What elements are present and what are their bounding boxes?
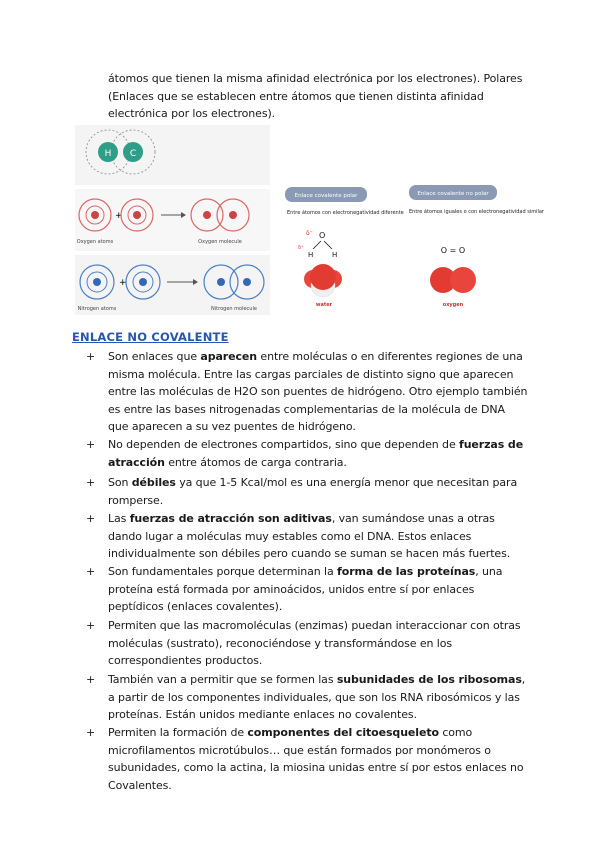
label-oxygen-atoms: Oxygen atoms <box>76 239 114 245</box>
water-h2: H <box>332 251 338 259</box>
list-item: Permiten que las macromoléculas (enzimas) puedan interaccionar con otras moléculas (sustrato), reconociéndose y transformándose en los correspondientes productos. <box>108 619 521 668</box>
bullet-marker: + <box>86 476 96 489</box>
polar-title: Enlace covalente polar <box>294 193 358 199</box>
delta-neg: δ⁻ <box>306 230 313 237</box>
delta-pos: δ⁺ <box>298 245 304 251</box>
atom-label-h: H <box>104 149 112 159</box>
list-item: No dependen de electrones compartidos, sino que dependen de fuerzas de atracción entre átomos de carga contraria. <box>108 438 524 469</box>
nonpolar-caption-line: Entre átomos iguales o con electronegatividad similar <box>409 209 544 215</box>
bullet-marker: + <box>86 726 96 739</box>
bullet-marker: + <box>86 512 96 525</box>
atom-label-c: C <box>129 149 137 159</box>
nonpolar-title: Enlace covalente no polar <box>417 191 489 197</box>
water-o: O <box>319 231 326 240</box>
bullet-marker: + <box>86 438 96 451</box>
water-h1: H <box>308 251 314 259</box>
section-heading: ENLACE NO COVALENTE <box>72 330 229 344</box>
list-item: Son fundamentales porque determinan la forma de las proteínas, una proteína está formada por aminoácidos, unidos entre sí por enlaces peptídicos (enlaces covalentes). <box>108 565 503 614</box>
bullet-marker: + <box>86 619 96 632</box>
covalent-bond-figure <box>75 125 544 315</box>
list-item: También van a permitir que se formen las subunidades de los ribosomas, a partir de los componentes individuales, que son los RNA ribosómicos y las proteínas. Están unidos mediante enlaces no covalentes. <box>108 673 526 722</box>
bullet-marker: + <box>86 350 96 363</box>
plus-sign-2: + <box>119 278 127 288</box>
water-label: water <box>315 302 333 308</box>
list-item: Son débiles ya que 1-5 Kcal/mol es una energía menor que necesitan para romperse. <box>108 476 518 507</box>
bullet-marker: + <box>86 565 96 578</box>
polar-caption: Entre átomos con electronegatividad diferente <box>287 210 404 216</box>
label-nitrogen-atoms: Nitrogen atoms <box>77 306 117 312</box>
plus-sign: + <box>115 211 123 221</box>
oxygen-formula: O = O <box>440 246 466 255</box>
list-item: Las fuerzas de atracción son aditivas, van sumándose unas a otras dando lugar a moléculas muy estables como el DNA. Estos enlaces individualmente son débiles pero cuando se suman se hacen más fuertes. <box>108 512 511 561</box>
bullet-marker: + <box>86 673 96 686</box>
intro-paragraph: átomos que tienen la misma afinidad electrónica por los electrones). Polares (Enlaces que se establecen entre átomos que tienen distinta afinidad electrónica por los electrones). <box>108 72 523 121</box>
list-item: Permiten la formación de componentes del citoesqueleto como microfilamentos microtúbulos… que están formados por monómeros o subunidades, como la actina, la miosina unidas entre sí por estos enlaces no Covalentes. <box>108 726 524 792</box>
label-oxygen-molecule: Oxygen molecule <box>198 239 242 245</box>
label-nitrogen-molecule: Nitrogen molecule <box>211 306 257 312</box>
list-item: Son enlaces que aparecen entre moléculas o en diferentes regiones de una misma molécula. Entre las cargas parciales de distinto signo que aparecen entre las moléculas de H2O son puentes de hidrógeno. Otro ejemplo también es entre las bases nitrogenadas complementarias de la molécula de DNA que aparecen a su vez puentes de hidrógeno. <box>108 350 528 434</box>
oxygen-label: oxygen <box>442 302 464 308</box>
